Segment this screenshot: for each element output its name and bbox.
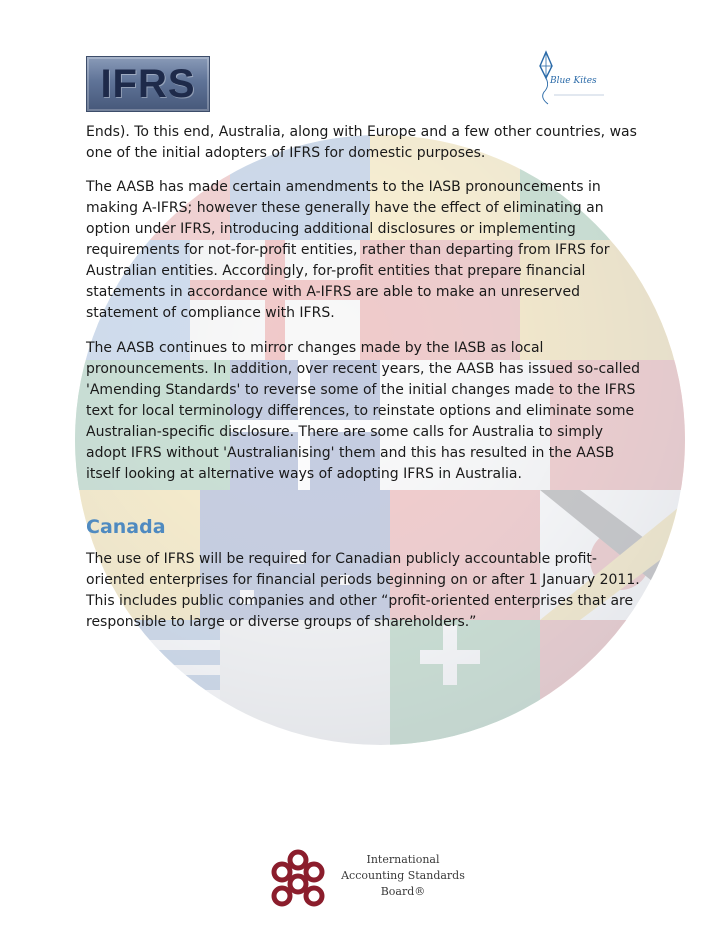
- paragraph-aasb-mirror: The AASB continues to mirror changes made by the IASB as local pronouncements. In addition, over recent years, the AASB has issued so-called 'Amending Standards' to reverse some of the initial changes made to the IFRS text for local terminology differences, to reinstate options and eliminate some Australian-specific disclosure. There are some calls for Australia to simply adopt IFRS without 'Australianising' them and this has resulted in the AASB itself looking at alternative ways of adopting IFRS in Australia.: [86, 340, 641, 482]
- iasb-name-line-2: Accounting Standards: [341, 869, 465, 882]
- section-heading-canada: Canada: [86, 516, 166, 538]
- document-body: [86, 122, 642, 647]
- iasb-logo-text: [338, 852, 468, 900]
- paragraph-aasb-amendments: The AASB has made certain amendments to the IASB pronouncements in making A-IFRS; however these generally have the effect of eliminating an option under IFRS, introducing additional disclosures or implementing requirements for not-for-profit entities, rather than departing from IFRS for Australian entities. Accordingly, for-profit entities that prepare financial statements in accordance with A-IFRS are able to make an unreserved statement of compliance with IFRS.: [86, 179, 610, 321]
- blue-kites-logo-text: Blue Kites: [550, 76, 597, 86]
- iasb-logo-icon: [268, 848, 328, 908]
- iasb-name-line-1: International: [366, 853, 440, 866]
- paragraph-canada: The use of IFRS will be required for Canadian publicly accountable profit-oriented enterprises for financial periods beginning on or after 1 January 2011. This includes public companies and other “profit-oriented enterprises that are responsible to large or diverse groups of shareholders.”: [86, 551, 640, 630]
- iasb-name-line-3: Board®: [380, 885, 426, 898]
- ifrs-logo-text: IFRS: [100, 61, 196, 106]
- ifrs-logo: [86, 56, 210, 112]
- paragraph-australia-intro: Ends). To this end, Australia, along with Europe and a few other countries, was one of the initial adopters of IFRS for domestic purposes.: [86, 124, 637, 161]
- blue-kites-logo: [530, 48, 612, 106]
